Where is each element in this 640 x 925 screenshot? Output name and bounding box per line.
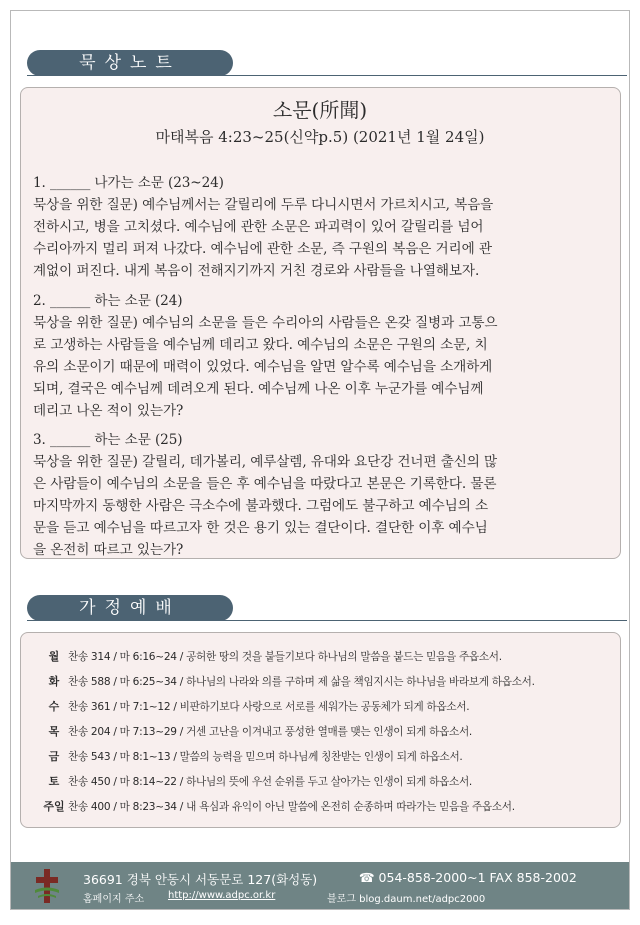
section-heading: 1. ______ 나가는 소문 (23~24): [33, 175, 224, 191]
worship-day: 금: [48, 750, 60, 763]
worship-text: 찬송 400 / 마 8:23~34 / 내 욕심과 유익이 아닌 말씀에 온전히 순종하며 따라가는 믿음을 주옵소서.: [68, 801, 515, 813]
worship-text: 찬송 588 / 마 6:25~34 / 하나님의 나라와 의를 구하며 제 삶을 책임지시는 하나님을 바라보게 하옵소서.: [68, 676, 535, 688]
church-phone: ☎ 054-858-2000~1 FAX 858-2002: [359, 870, 577, 885]
footer: [11, 862, 629, 909]
section-line: 되며, 결국은 예수님께 데려오게 된다. 예수님께 나온 이후 누군가를 예수님께: [33, 381, 484, 397]
worship-row-fri: [40, 747, 462, 767]
worship-day: 수: [48, 700, 60, 713]
worship-row-mon: [40, 647, 502, 667]
section-heading: 2. ______ 하는 소문 (24): [33, 293, 183, 309]
meditation-section-2: [33, 290, 613, 422]
worship-row-sun: [40, 797, 515, 817]
worship-day: 목: [48, 725, 60, 738]
section-line: 로 고생하는 사람들을 예수님께 데리고 왔다. 예수님의 소문은 구원의 소문, 치: [33, 337, 488, 353]
meditation-section-1: [33, 172, 613, 282]
section-line: 계없이 퍼진다. 내게 복음이 전해지기까지 거친 경로와 사람들을 나열해보자.: [33, 263, 480, 279]
meditation-section-3: [33, 429, 613, 561]
sermon-title: 소문(所聞): [272, 98, 368, 122]
worship-text: 찬송 314 / 마 6:16~24 / 공허한 땅의 것을 붙들기보다 하나님의 말씀을 붙드는 믿음을 주옵소서.: [68, 651, 502, 663]
worship-row-thu: [40, 722, 472, 742]
homepage-link[interactable]: http://www.adpc.or.kr: [168, 890, 276, 901]
sermon-subtitle: 마태복음 4:23~25(신약p.5) (2021년 1월 24일): [155, 128, 485, 146]
worship-text: 찬송 204 / 마 7:13~29 / 거센 고난을 이겨내고 풍성한 열매를 맺는 인생이 되게 하옵소서.: [68, 726, 472, 738]
worship-text: 찬송 450 / 마 8:14~22 / 하나님의 뜻에 우선 순위를 두고 살아가는 인생이 되게 하옵소서.: [68, 776, 472, 788]
section-line: 은 사람들이 예수님의 소문을 들은 후 예수님을 따랐다고 본문은 기록한다. 물론: [33, 476, 497, 492]
section-line: 문을 듣고 예수님을 따르고자 한 것은 용기 있는 결단이다. 결단한 이후 예수님: [33, 520, 488, 536]
worship-row-sat: [40, 772, 472, 792]
worship-row-tue: [40, 672, 535, 692]
worship-day: 월: [48, 650, 60, 663]
section-line: 묵상을 위한 질문) 예수님께서는 갈릴리에 두루 다니시면서 가르치시고, 복음을: [33, 197, 494, 213]
section-line: 수리아까지 멀리 퍼져 나갔다. 예수님에 관한 소문, 즉 구원의 복음은 거리에 관: [33, 241, 492, 257]
worship-text: 찬송 543 / 마 8:1~13 / 말씀의 능력을 믿으며 하나님께 칭찬받는 인생이 되게 하옵소서.: [68, 751, 463, 763]
section-line: 데리고 나온 적이 있는가?: [33, 403, 184, 419]
homepage-label: 홈페이지 주소: [83, 894, 145, 905]
section-line: 전하시고, 병을 고치셨다. 예수님에 관한 소문은 파괴력이 있어 갈릴리를 넘어: [33, 219, 484, 235]
worship-day: 토: [48, 775, 60, 788]
section-line: 을 온전히 따르고 있는가?: [33, 542, 184, 558]
meditation-header: 묵상노트: [27, 50, 233, 76]
section-line: 유의 소문이기 때문에 매력이 있었다. 예수님을 알면 알수록 예수님을 소개하게: [33, 359, 493, 375]
family-worship-header: 가정예배: [27, 595, 233, 621]
blog-address: 블로그 blog.daum.net/adpc2000: [327, 894, 486, 905]
section-line: 묵상을 위한 질문) 예수님의 소문을 들은 수리아의 사람들은 온갖 질병과 고통으: [33, 315, 498, 331]
section-heading: 3. ______ 하는 소문 (25): [33, 432, 183, 448]
worship-day: 주일: [43, 800, 65, 813]
section-line: 묵상을 위한 질문) 갈릴리, 데가볼리, 예루살렘, 유대와 요단강 건너편 출신의 많: [33, 454, 498, 470]
section-line: 마지막까지 동행한 사람은 극소수에 불과했다. 그럼에도 불구하고 예수님의 소: [33, 498, 488, 514]
church-address: 36691 경북 안동시 서동문로 127(화성동): [83, 872, 318, 887]
worship-text: 찬송 361 / 마 7:1~12 / 비판하기보다 사랑으로 서로를 세워가는 공동체가 되게 하옵소서.: [68, 701, 470, 713]
worship-row-wed: [40, 697, 469, 717]
church-logo-icon: [32, 866, 62, 906]
worship-day: 화: [48, 675, 60, 688]
